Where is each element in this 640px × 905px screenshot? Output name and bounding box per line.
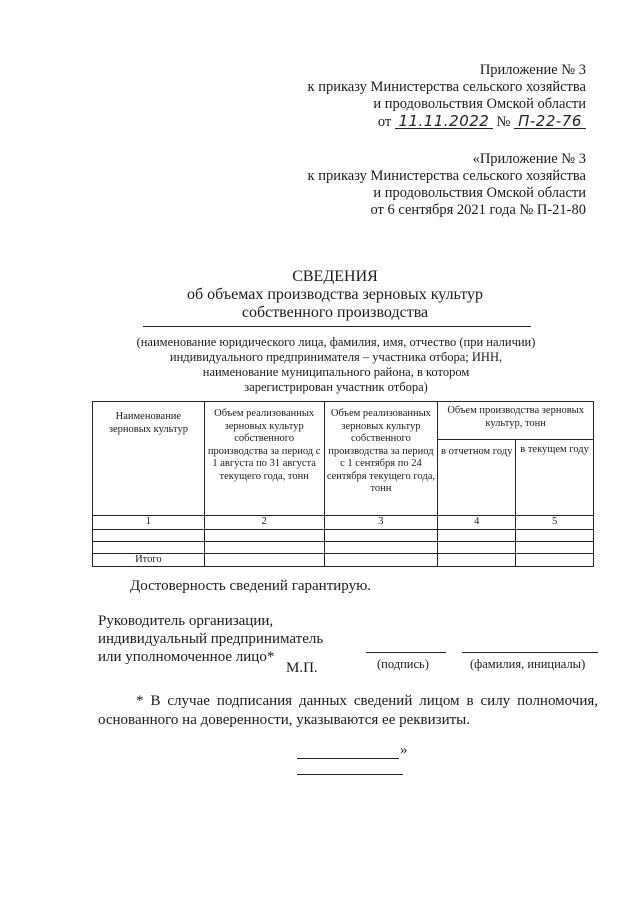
table-cell	[204, 553, 324, 567]
table-cell	[93, 541, 205, 553]
table-cell	[438, 553, 516, 567]
caption-line-4: зарегистрирован участник отбора)	[244, 380, 428, 394]
col-header-reporting-year: в отчетном году	[438, 440, 516, 516]
table-cell	[438, 529, 516, 541]
appendix-label-quoted: «Приложение № 3	[472, 151, 586, 167]
name-caption: (фамилия, инициалы)	[470, 657, 586, 671]
order-region-line-2: и продовольствия Омской области	[373, 185, 586, 201]
order-date-line	[270, 114, 586, 131]
grain-volume-table	[92, 401, 594, 567]
number-label: №	[496, 114, 511, 130]
closing-quote: »	[400, 742, 408, 758]
from-label: от	[377, 114, 392, 130]
title-sub1: об объемах производства зерновых культур	[186, 286, 484, 303]
caption-line-2: индивидуального предпринимателя – участника отбора; ИНН,	[169, 350, 503, 364]
signer-block	[98, 612, 358, 666]
seal-placeholder: М.П.	[286, 660, 318, 676]
col-number-1: 1	[93, 516, 205, 530]
signer-line-3: или уполномоченное лицо*	[98, 649, 275, 665]
col-number-4: 4	[438, 516, 516, 530]
table-cell	[516, 541, 594, 553]
table-cell	[93, 529, 205, 541]
order-region-line: и продовольствия Омской области	[373, 96, 586, 112]
table-cell	[324, 553, 438, 567]
col-header-crop: Наименование зерновых культур	[93, 402, 205, 516]
document-title	[140, 268, 530, 322]
table-cell	[438, 541, 516, 553]
title-sub2: собственного производства	[241, 304, 429, 321]
order-ministry-line: к приказу Министерства сельского хозяйства	[307, 79, 586, 95]
table-cell	[324, 541, 438, 553]
col-header-september: Объем реализованных зерновых культур собственного производства за период с 1 сентября по 24 сентября текущего года, тонн	[324, 402, 438, 516]
closing-line-1	[297, 758, 399, 759]
signature-line	[366, 652, 446, 653]
approval-header	[270, 62, 586, 131]
handwritten-date: 11.11.2022	[395, 114, 493, 129]
table-cell	[204, 541, 324, 553]
signature-caption: (подпись)	[377, 657, 429, 671]
table-row	[93, 541, 594, 553]
order-date-line-2: от 6 сентября 2021 года № П-21-80	[370, 202, 586, 218]
col-number-3: 3	[324, 516, 438, 530]
table-row-numbers	[93, 516, 594, 530]
appendix-label: Приложение № 3	[479, 62, 586, 78]
table-cell	[516, 529, 594, 541]
order-ministry-line-2: к приказу Министерства сельского хозяйства	[307, 168, 586, 184]
caption-line-1: (наименование юридического лица, фамилия, имя, отчество (при наличии)	[136, 335, 536, 349]
signer-line-2: индивидуальный предприниматель	[98, 631, 324, 647]
original-appendix-header	[270, 151, 586, 219]
table-cell	[324, 529, 438, 541]
table-row	[93, 529, 594, 541]
col-header-production-group: Объем производства зерновых культур, тонн	[438, 402, 594, 440]
table-row-total	[93, 553, 594, 567]
participant-name-line	[143, 326, 531, 327]
table-cell	[204, 529, 324, 541]
table-cell	[516, 553, 594, 567]
participant-caption	[110, 335, 562, 395]
col-header-august: Объем реализованных зерновых культур собственного производства за период с 1 августа по 31 августа текущего года, тонн	[204, 402, 324, 516]
guarantee-statement: Достоверность сведений гарантирую.	[130, 578, 372, 594]
total-label: Итого	[93, 553, 205, 567]
signer-line-1: Руководитель организации,	[98, 613, 274, 629]
handwritten-number: П-22-76	[514, 114, 586, 129]
footnote: * В случае подписания данных сведений лицом в силу полномочия, основанного на доверенности, указываются ее реквизиты.	[98, 693, 598, 728]
col-header-current-year: в текущем году	[516, 440, 594, 516]
col-number-5: 5	[516, 516, 594, 530]
title-main: СВЕДЕНИЯ	[292, 268, 378, 285]
name-line	[462, 652, 598, 653]
closing-line-2	[297, 774, 403, 775]
caption-line-3: наименование муниципального района, в котором	[202, 365, 470, 379]
col-number-2: 2	[204, 516, 324, 530]
